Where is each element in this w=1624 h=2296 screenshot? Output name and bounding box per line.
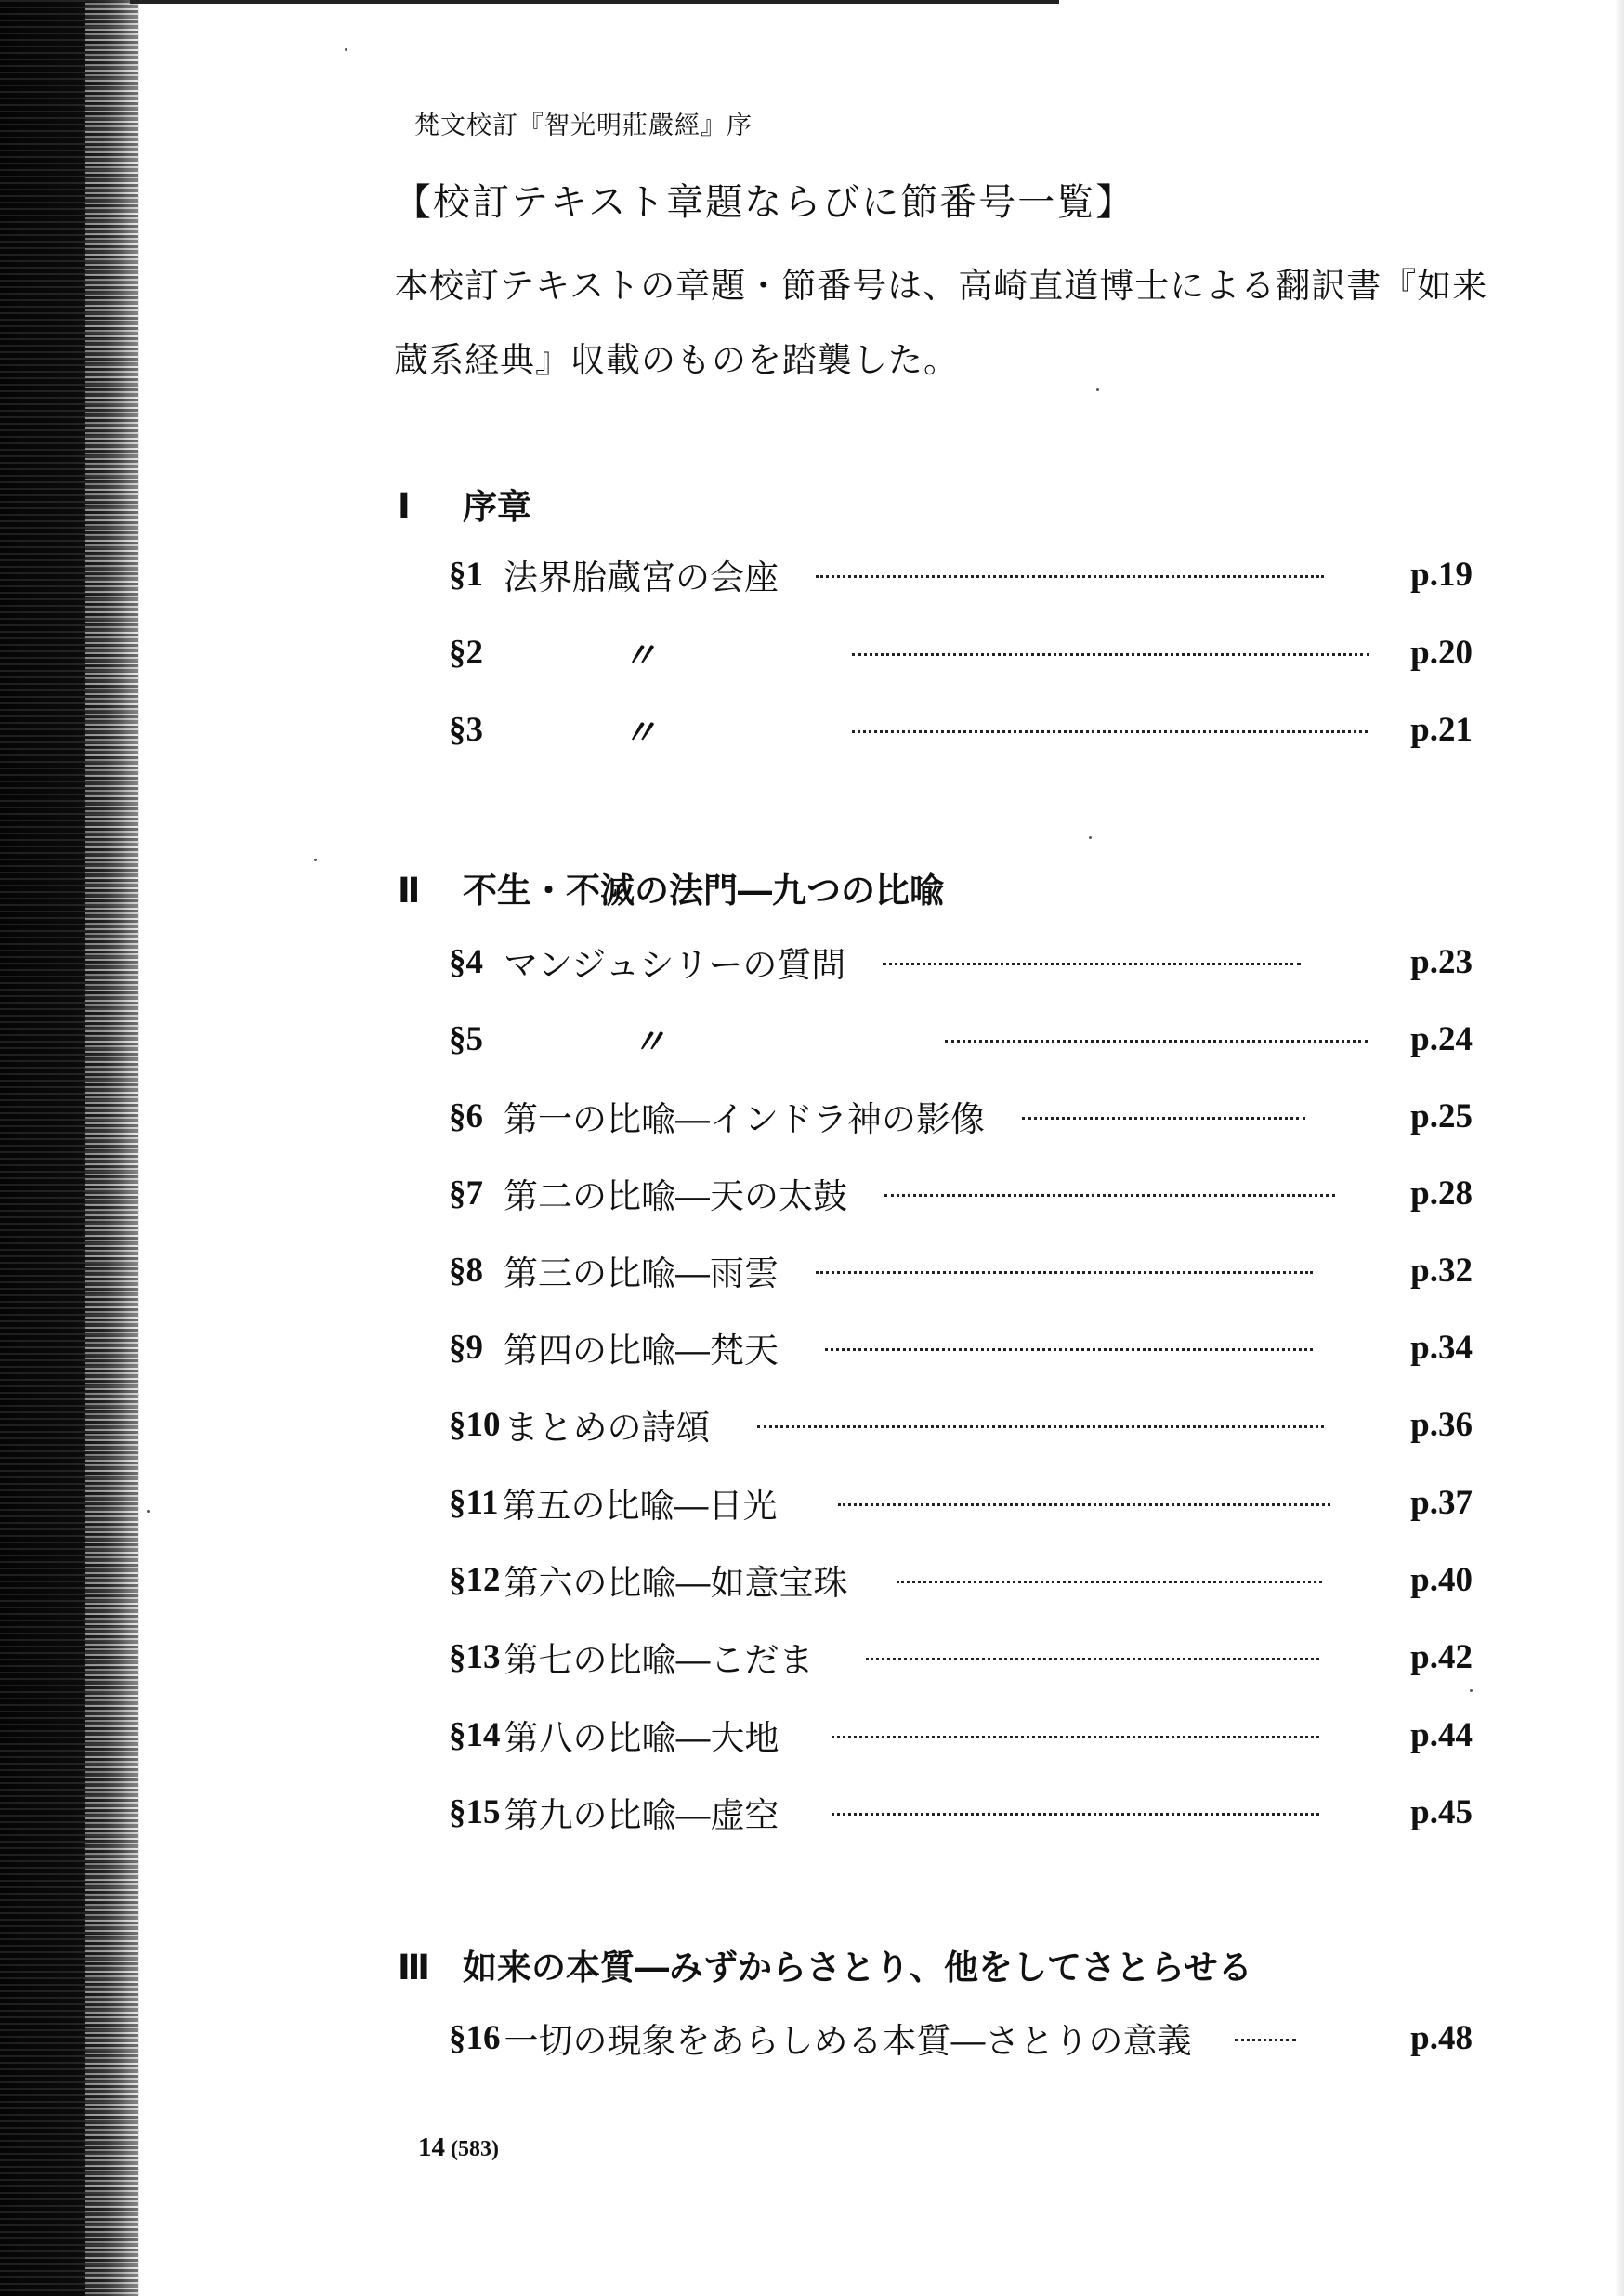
section-title: 第七の比喩―こだま (504, 1640, 814, 1680)
scan-speck (1089, 836, 1092, 839)
page-ref: p.32 (1410, 1251, 1473, 1290)
toc-entry-16 (449, 2014, 1473, 2061)
section-number: §10 (449, 1405, 501, 1444)
scan-speck (1470, 1689, 1473, 1692)
scan-right-edge (1615, 0, 1624, 2296)
toc-entry-2 (449, 629, 1473, 676)
toc-entry-15 (449, 1789, 1473, 1835)
page-heading: 【校訂テキスト章題ならびに節番号一覧】 (394, 181, 1135, 224)
section-number: §8 (449, 1251, 483, 1290)
section-number: §1 (449, 555, 483, 594)
toc-entry-7 (449, 1170, 1473, 1216)
section-title: 第八の比喩―大地 (504, 1718, 779, 1758)
toc-entry-13 (449, 1633, 1473, 1680)
leader-dots (883, 963, 1301, 965)
toc-entry-14 (449, 1712, 1473, 1758)
chapter-number: Ⅱ (398, 871, 421, 911)
page-folio (418, 2132, 499, 2163)
toc-entry-1 (449, 551, 1473, 597)
section-title: 一切の現象をあらしめる本質―さとりの意義 (504, 2021, 1192, 2061)
binding-texture (85, 0, 138, 2296)
section-number: §7 (449, 1174, 483, 1213)
page-ref: p.34 (1410, 1328, 1473, 1367)
intro-paragraph (394, 249, 1555, 398)
scan-speck (345, 48, 347, 51)
leader-dots (852, 730, 1368, 733)
section-number: §11 (449, 1483, 499, 1522)
page-ref: p.24 (1410, 1019, 1473, 1058)
leader-dots (832, 1813, 1319, 1816)
leader-dots (1235, 2039, 1296, 2041)
leader-dots (757, 1425, 1324, 1428)
section-title: 第三の比喩―雨雲 (504, 1253, 779, 1293)
page-number: 14 (418, 2132, 445, 2162)
leader-dots (838, 1503, 1330, 1506)
page-ref: p.44 (1410, 1715, 1473, 1754)
section-number: §14 (449, 1715, 501, 1754)
page-ref: p.42 (1410, 1637, 1473, 1676)
page-ref: p.19 (1410, 555, 1473, 594)
toc-entry-5 (449, 1016, 1473, 1062)
toc-entry-11 (449, 1479, 1473, 1526)
intro-line-2: 蔵系経典』収載のものを踏襲した。 (394, 340, 959, 380)
section-title: マンジュシリーの質問 (504, 945, 846, 985)
chapter-heading-3 (398, 1939, 1252, 1989)
leader-dots (816, 1271, 1313, 1274)
toc-entry-12 (449, 1556, 1473, 1603)
section-number: §2 (449, 633, 483, 672)
chapter-number: Ⅲ (398, 1948, 430, 1988)
chapter-heading-1 (398, 479, 531, 529)
leader-dots (897, 1581, 1322, 1583)
section-title: 第一の比喩―インドラ神の影像 (504, 1099, 985, 1139)
original-page-number: (583) (451, 2137, 499, 2161)
section-title: 第四の比喩―梵天 (504, 1331, 779, 1371)
section-number: §4 (449, 942, 483, 981)
chapter-number: Ⅰ (398, 487, 411, 527)
page-ref: p.45 (1410, 1792, 1473, 1831)
toc-entry-4 (449, 938, 1473, 985)
toc-entry-6 (449, 1093, 1473, 1139)
leader-dots (816, 575, 1324, 578)
toc-entry-8 (449, 1247, 1473, 1293)
section-number: §5 (449, 1019, 483, 1058)
page-ref: p.23 (1410, 942, 1473, 981)
section-number: §9 (449, 1328, 483, 1367)
section-title: 第九の比喩―虚空 (504, 1795, 779, 1835)
scan-speck (314, 859, 317, 861)
chapter-title: 序章 (463, 486, 531, 527)
section-number: §16 (449, 2018, 501, 2057)
page-ref: p.21 (1410, 710, 1473, 749)
toc-entry-10 (449, 1401, 1473, 1448)
intro-line-1: 本校訂テキストの章題・節番号は、高崎直道博士による翻訳書『如来 (394, 266, 1488, 306)
running-head: 梵文校訂『智光明莊嚴經』序 (414, 112, 753, 140)
section-number: §13 (449, 1637, 501, 1676)
leader-dots (866, 1658, 1319, 1660)
section-title: 第五の比喩―日光 (502, 1486, 778, 1526)
page-ref: p.40 (1410, 1560, 1473, 1599)
chapter-heading-2 (398, 862, 944, 912)
section-number: §12 (449, 1560, 501, 1599)
ditto-mark: 〃 (622, 635, 657, 676)
toc-entry-9 (449, 1324, 1473, 1371)
page-ref: p.20 (1410, 633, 1473, 672)
leader-dots (825, 1348, 1313, 1351)
chapter-title: 如来の本質―みずからさとり、他をしてさとらせる (463, 1947, 1252, 1988)
scan-speck (147, 1510, 150, 1513)
section-number: §15 (449, 1792, 501, 1831)
section-title: 第六の比喩―如意宝珠 (504, 1563, 848, 1603)
leader-dots (1022, 1117, 1305, 1120)
page-ref: p.36 (1410, 1405, 1473, 1444)
scan-top-edge (130, 0, 1059, 4)
page-ref: p.48 (1410, 2018, 1473, 2057)
leader-dots (832, 1736, 1319, 1738)
section-number: §3 (449, 710, 483, 749)
leader-dots (945, 1040, 1368, 1043)
page-ref: p.37 (1410, 1483, 1473, 1522)
section-title: 法界胎蔵宮の会座 (504, 558, 779, 597)
section-title: 第二の比喩―天の太鼓 (504, 1176, 847, 1216)
chapter-title: 不生・不滅の法門―九つの比喩 (463, 870, 944, 911)
scan-speck (1096, 388, 1099, 391)
section-title: まとめの詩頌 (504, 1408, 711, 1448)
leader-dots (852, 653, 1369, 656)
page-ref: p.28 (1410, 1174, 1473, 1213)
leader-dots (884, 1194, 1335, 1197)
ditto-mark: 〃 (622, 712, 657, 753)
ditto-mark: 〃 (632, 1021, 666, 1062)
page-ref: p.25 (1410, 1096, 1473, 1135)
section-number: §6 (449, 1096, 483, 1135)
toc-entry-3 (449, 706, 1473, 753)
